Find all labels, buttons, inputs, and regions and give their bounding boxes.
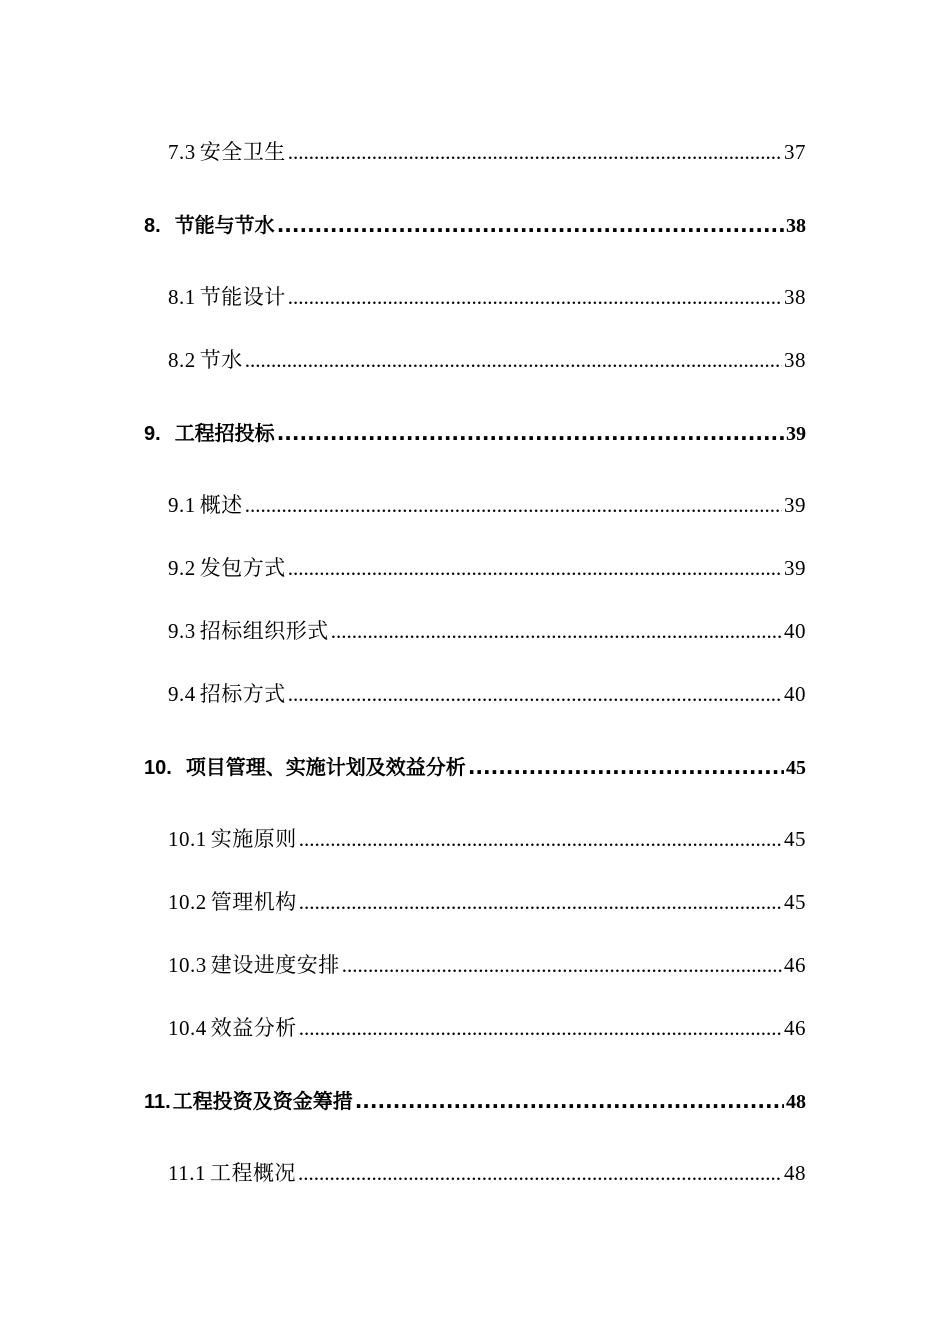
toc-entry-9-3[interactable]: [168, 615, 806, 645]
toc-entry-title: 节水: [199, 348, 243, 372]
toc-entry-7-3[interactable]: [168, 136, 806, 166]
dot-leader: [288, 140, 782, 165]
toc-entry-page: 45: [784, 890, 806, 914]
dot-leader: [245, 493, 782, 518]
toc-entry-number: 8.1: [168, 285, 196, 309]
toc-entry-page: 46: [784, 1016, 806, 1040]
toc-entry-number: 11.1: [168, 1161, 206, 1185]
toc-entry-title: 发包方式: [199, 556, 286, 580]
toc-entry-number: 8.2: [168, 348, 196, 372]
toc-entry-title: 工程投资及资金筹措: [172, 1089, 353, 1113]
toc-entry-10-1[interactable]: [168, 823, 806, 853]
toc-entry-8-2[interactable]: [168, 344, 806, 374]
toc-entry-9-4[interactable]: [168, 678, 806, 708]
toc-entry-number: 9.: [144, 423, 161, 445]
toc-entry-9-2[interactable]: [168, 552, 806, 582]
toc-entry-title: 工程概况: [209, 1161, 296, 1185]
toc-entry-page: 45: [786, 757, 806, 779]
toc-entry-page: 40: [784, 619, 806, 643]
toc-entry-number: 10.4: [168, 1016, 207, 1040]
toc-entry-8[interactable]: [144, 209, 806, 238]
toc-entry-page: 46: [784, 953, 806, 977]
dot-leader: [288, 556, 782, 581]
toc-entry-page: 45: [784, 827, 806, 851]
dot-leader: [277, 213, 784, 237]
toc-entry-number: 9.3: [168, 619, 196, 643]
dot-leader: [288, 682, 782, 707]
toc-entry-page: 38: [786, 215, 806, 237]
dot-leader: [331, 619, 782, 644]
toc-entry-title: 效益分析: [210, 1016, 297, 1040]
toc-entry-number: 7.3: [168, 140, 196, 164]
toc-entry-title: 建设进度安排: [210, 953, 340, 977]
toc-entry-10[interactable]: [144, 751, 806, 780]
toc-entry-title: 管理机构: [210, 890, 297, 914]
toc-entry-9[interactable]: [144, 417, 806, 446]
dot-leader: [277, 421, 784, 445]
toc-entry-title: 节能设计: [199, 285, 286, 309]
toc-entry-8-1[interactable]: [168, 281, 806, 311]
toc-entry-title: 项目管理、实施计划及效益分析: [185, 755, 466, 779]
toc-entry-number: 10.2: [168, 890, 207, 914]
toc-entry-10-3[interactable]: [168, 949, 806, 979]
toc-entry-11-1[interactable]: [168, 1157, 806, 1187]
toc-entry-number: 8.: [144, 215, 161, 237]
dot-leader: [468, 755, 784, 779]
toc-entry-number: 9.4: [168, 682, 196, 706]
dot-leader: [355, 1089, 784, 1113]
toc-entry-page: 39: [784, 493, 806, 517]
toc-entry-number: 10.1: [168, 827, 207, 851]
dot-leader: [342, 953, 782, 978]
toc-entry-page: 39: [786, 423, 806, 445]
toc-entry-title: 节能与节水: [174, 213, 275, 237]
toc-entry-number: 9.1: [168, 493, 196, 517]
dot-leader: [245, 348, 782, 373]
dot-leader: [299, 890, 782, 915]
toc-entry-10-2[interactable]: [168, 886, 806, 916]
toc-entry-title: 招标组织形式: [199, 619, 329, 643]
toc-entry-page: 37: [784, 140, 806, 164]
dot-leader: [298, 1161, 782, 1186]
dot-leader: [299, 827, 782, 852]
toc-entry-title: 工程招投标: [174, 421, 275, 445]
toc-entry-page: 48: [786, 1091, 806, 1113]
toc-entry-10-4[interactable]: [168, 1012, 806, 1042]
toc-entry-title: 实施原则: [210, 827, 297, 851]
toc-entry-number: 10.3: [168, 953, 207, 977]
toc-entry-9-1[interactable]: [168, 489, 806, 519]
toc-entry-page: 48: [784, 1161, 806, 1185]
toc-entry-page: 39: [784, 556, 806, 580]
dot-leader: [288, 285, 782, 310]
toc-entry-title: 概述: [199, 493, 243, 517]
toc-entry-title: 安全卫生: [199, 140, 286, 164]
toc-entry-11[interactable]: [144, 1085, 806, 1114]
toc-entry-page: 38: [784, 348, 806, 372]
toc-entry-number: 9.2: [168, 556, 196, 580]
toc-entry-number: 10.: [144, 757, 172, 779]
toc-entry-page: 38: [784, 285, 806, 309]
toc-entry-title: 招标方式: [199, 682, 286, 706]
toc-entry-page: 40: [784, 682, 806, 706]
toc-entry-number: 11.: [144, 1091, 171, 1113]
dot-leader: [299, 1016, 782, 1041]
